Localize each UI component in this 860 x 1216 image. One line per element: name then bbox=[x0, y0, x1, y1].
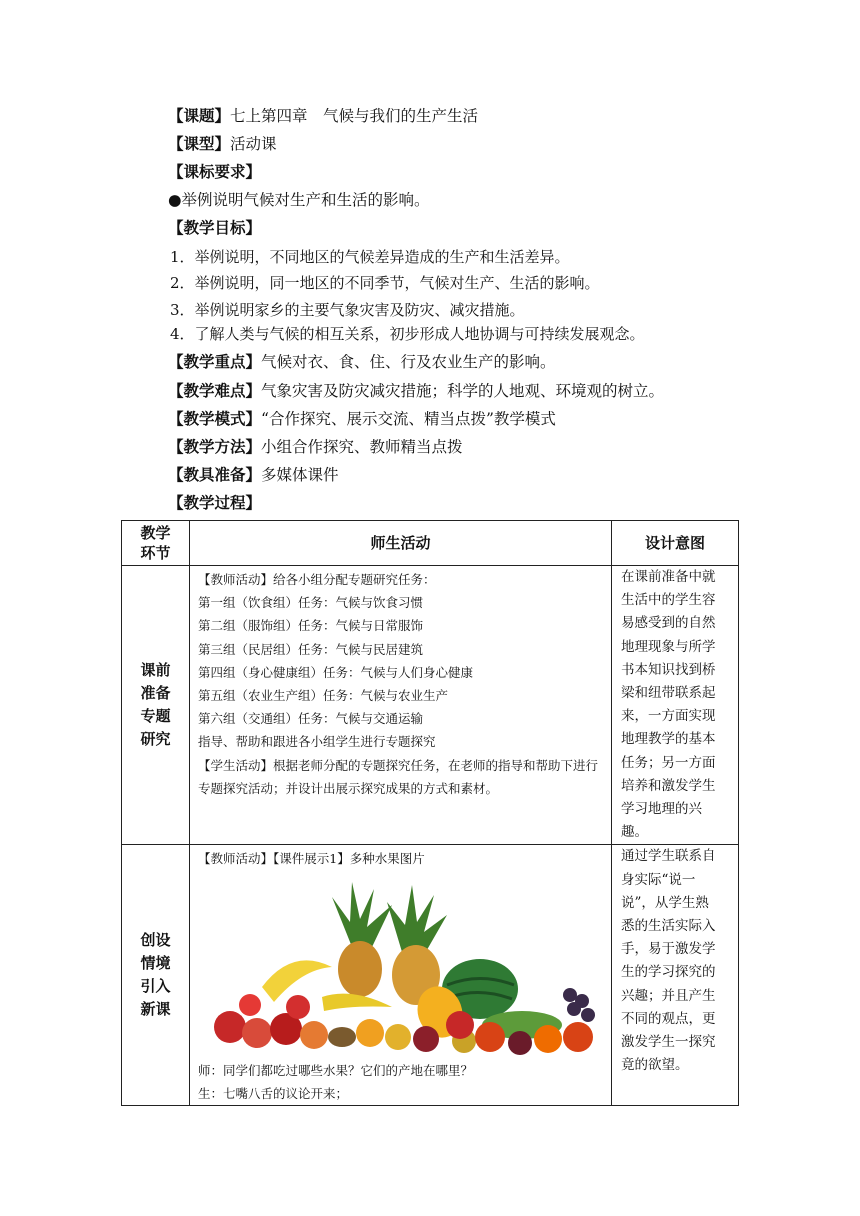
activity-line: 第三组（民居组）任务：气候与民居建筑 bbox=[198, 641, 424, 657]
stage-char: 情境 bbox=[140, 954, 171, 973]
topic-value: 七上第四章 气候与我们的生产生活 bbox=[230, 107, 479, 125]
intent-line: 兴趣；并且产生 bbox=[621, 987, 716, 1004]
intent-line: 学习地理的兴 bbox=[621, 801, 702, 818]
intent-line: 地理现象与所学 bbox=[621, 638, 716, 655]
mode-value: “合作探究、展示交流、精当点拨”教学模式 bbox=[261, 410, 556, 428]
intent-line: 悉的生活实际入 bbox=[621, 918, 716, 935]
standard-label: 【课标要求】 bbox=[168, 163, 262, 181]
activity-line: 第六组（交通组）任务：气候与交通运输 bbox=[198, 711, 424, 727]
activity-cell bbox=[190, 845, 612, 1106]
intent-line: 来，一方面实现 bbox=[621, 708, 716, 725]
activity-line: 第一组（饮食组）任务：气候与饮食习惯 bbox=[198, 595, 424, 611]
objective-2: 2．举例说明，同一地区的不同季节，气候对生产、生活的影响。 bbox=[170, 274, 600, 292]
focus-label: 【教学重点】 bbox=[168, 353, 262, 371]
activity-line: 第四组（身心健康组）任务：气候与人们身心健康 bbox=[198, 664, 474, 680]
header-stage-line2: 环节 bbox=[140, 544, 171, 562]
objective-4: 4．了解人类与气候的相互关系，初步形成人地协调与可持续发展观念。 bbox=[170, 325, 645, 343]
method-value: 小组合作探究、教师精当点拨 bbox=[261, 438, 463, 456]
difficulty-value: 气象灾害及防灾减灾措施；科学的人地观、环境观的树立。 bbox=[261, 382, 665, 400]
header-stage-line1: 教学 bbox=[140, 524, 171, 542]
intent-line: 通过学生联系自 bbox=[621, 848, 716, 865]
stage-cell bbox=[122, 566, 190, 845]
process-heading bbox=[168, 491, 261, 515]
difficulty-label: 【教学难点】 bbox=[168, 382, 262, 400]
objectives-heading bbox=[168, 216, 261, 240]
header-intent: 设计意图 bbox=[612, 521, 739, 566]
intent-line: 梁和纽带联系起 bbox=[621, 685, 716, 702]
intent-line: 生的学习探究的 bbox=[621, 964, 716, 981]
intent-cell bbox=[612, 566, 739, 845]
intent-line: 易感受到的自然 bbox=[621, 615, 716, 632]
aids-label: 【教具准备】 bbox=[168, 466, 262, 484]
intent-line: 手，易于激发学 bbox=[621, 941, 716, 958]
intent-line: 生活中的学生容 bbox=[621, 592, 716, 609]
type-line bbox=[168, 132, 277, 156]
topic-line bbox=[168, 104, 478, 128]
stage-cell bbox=[122, 845, 190, 1106]
topic-label: 【课题】 bbox=[168, 107, 231, 125]
focus-value: 气候对衣、食、住、行及农业生产的影响。 bbox=[261, 353, 556, 371]
mode-line bbox=[168, 407, 556, 431]
intent-line: 竟的欲望。 bbox=[621, 1057, 689, 1074]
process-table bbox=[121, 520, 739, 1106]
mode-label: 【教学模式】 bbox=[168, 410, 262, 428]
standard-text: ●举例说明气候对生产和生活的影响。 bbox=[168, 191, 430, 209]
table-row bbox=[122, 566, 739, 845]
header-stage bbox=[122, 521, 190, 566]
activity-line: 第五组（农业生产组）任务：气候与农业生产 bbox=[198, 688, 449, 704]
intent-cell bbox=[612, 845, 739, 1106]
activity-cell bbox=[190, 566, 612, 845]
intent-line: 任务；另一方面 bbox=[621, 754, 716, 771]
table-header-row bbox=[122, 521, 739, 566]
stage-char: 准备 bbox=[140, 684, 171, 703]
intent-line: 地理教学的基本 bbox=[621, 731, 716, 748]
student-answer: 生：七嘴八舌的议论开来； bbox=[198, 1085, 349, 1101]
process-label: 【教学过程】 bbox=[168, 494, 262, 512]
objective-3: 3．举例说明家乡的主要气象灾害及防灾、减灾措施。 bbox=[170, 301, 525, 319]
fruit-image bbox=[202, 877, 602, 1055]
stage-char: 专题 bbox=[140, 707, 171, 726]
intent-line: 说”，从学生熟 bbox=[621, 894, 709, 911]
intent-line: 激发学生一探究 bbox=[621, 1034, 716, 1051]
activity-line: 【教师活动】【课件展示1】多种水果图片 bbox=[198, 851, 425, 867]
standard-item bbox=[168, 188, 430, 212]
intent-line: 在课前准备中就 bbox=[621, 569, 716, 585]
intent-line: 身实际“说一 bbox=[621, 871, 696, 888]
type-label: 【课型】 bbox=[168, 135, 231, 153]
type-value: 活动课 bbox=[230, 135, 277, 153]
focus-line bbox=[168, 350, 556, 374]
stage-char: 新课 bbox=[140, 1000, 171, 1019]
aids-line bbox=[168, 463, 339, 487]
activity-line: 【教师活动】给各小组分配专题研究任务： bbox=[198, 572, 436, 587]
intent-line: 培养和激发学生 bbox=[621, 777, 716, 794]
activity-line: 第二组（服饰组）任务：气候与日常服饰 bbox=[198, 618, 424, 634]
table-row bbox=[122, 845, 739, 1106]
standard-heading bbox=[168, 160, 261, 184]
difficulty-line bbox=[168, 379, 664, 403]
method-line bbox=[168, 435, 463, 459]
teacher-question: 师：同学们都吃过哪些水果？它们的产地在哪里？ bbox=[198, 1062, 474, 1078]
stage-char: 研究 bbox=[140, 730, 171, 749]
intent-line: 不同的观点，更 bbox=[621, 1010, 716, 1027]
activity-line: 指导、帮助和跟进各小组学生进行专题探究 bbox=[198, 734, 436, 750]
objective-1: 1．举例说明，不同地区的气候差异造成的生产和生活差异。 bbox=[170, 248, 570, 266]
student-activity: 【学生活动】根据老师分配的专题探究任务，在老师的指导和帮助下进行专题探究活动；并设计出展示探究成果的方式和素材。 bbox=[198, 757, 599, 796]
stage-char: 创设 bbox=[140, 931, 171, 950]
intent-line: 书本知识找到桥 bbox=[621, 661, 716, 678]
aids-value: 多媒体课件 bbox=[261, 466, 339, 484]
objectives-label: 【教学目标】 bbox=[168, 219, 262, 237]
method-label: 【教学方法】 bbox=[168, 438, 262, 456]
header-activity: 师生活动 bbox=[190, 521, 612, 566]
stage-char: 引入 bbox=[140, 977, 171, 996]
intent-line: 趣。 bbox=[621, 824, 648, 841]
stage-char: 课前 bbox=[140, 661, 171, 680]
